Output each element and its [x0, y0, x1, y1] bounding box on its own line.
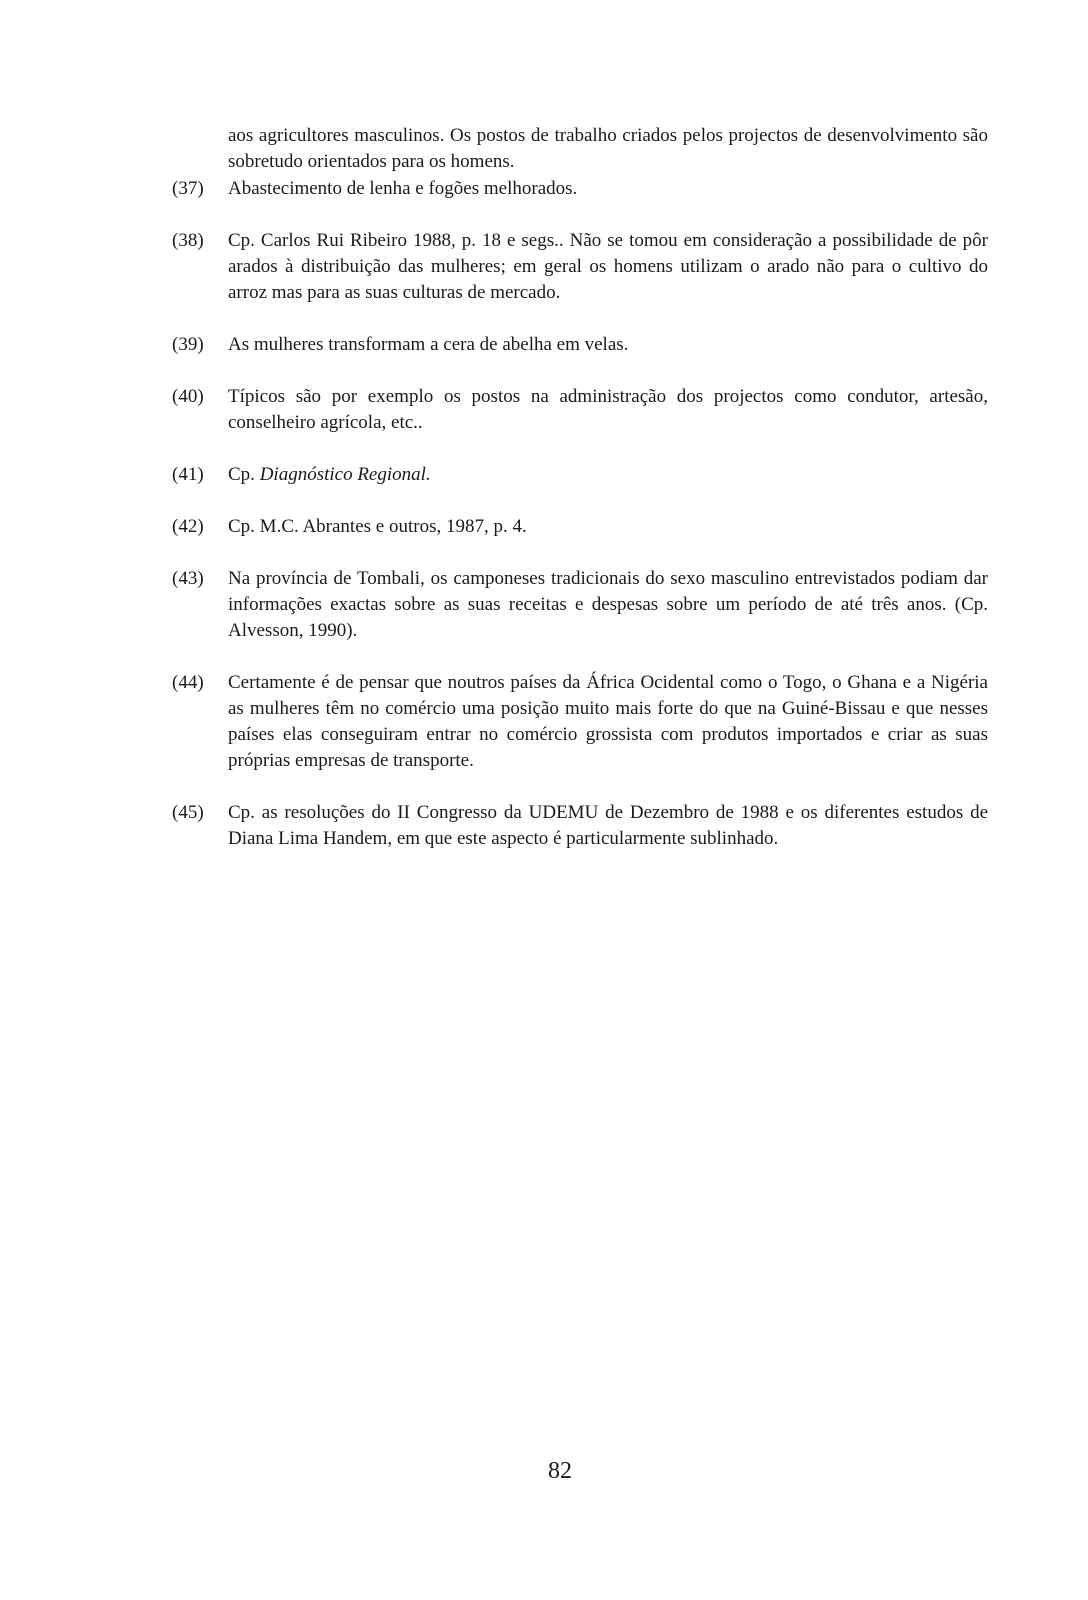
endnote-prefix: Cp. [228, 464, 260, 485]
endnote-text: Cp. Carlos Rui Ribeiro 1988, p. 18 e segs.. Não se tomou em consideração a possibilidade de pôr arados à distribuição das mulheres; em geral os homens utilizam o arado não para o cultivo do arroz mas para as suas culturas de mercado. [228, 230, 988, 303]
endnote-number: (40) [172, 386, 204, 407]
endnote-43 [172, 566, 988, 644]
endnote-text [228, 462, 988, 488]
endnote-number: (38) [172, 230, 204, 251]
endnote-text: Certamente é de pensar que noutros países da África Ocidental como o Togo, o Ghana e a Nigéria as mulheres têm no comércio uma posição muito mais forte do que na Guiné-Bissau e que nesses países elas conseguiram entrar no comércio grossista com produtos importados e criar as suas próprias empresas de transporte. [228, 672, 988, 771]
endnote-38 [172, 228, 988, 306]
endnote-45 [172, 800, 988, 852]
cited-title: Diagnóstico Regional. [259, 464, 431, 485]
endnote-number: (43) [172, 568, 204, 589]
endnote-41 [172, 462, 988, 488]
endnote-text: Abastecimento de lenha e fogões melhorados. [228, 178, 578, 199]
continued-note-text: aos agricultores masculinos. Os postos de trabalho criados pelos projectos de desenvolvimento são sobretudo orientados para os homens. [228, 125, 988, 172]
endnote-text: Na província de Tombali, os camponeses tradicionais do sexo masculino entrevistados podiam dar informações exactas sobre as suas receitas e despesas sobre um período de até três anos. (Cp. Alvesson, 1990). [228, 568, 988, 641]
endnote-39 [172, 332, 988, 358]
endnote-number: (44) [172, 672, 204, 693]
endnote-text: Cp. as resoluções do II Congresso da UDEMU de Dezembro de 1988 e os diferentes estudos de Diana Lima Handem, em que este aspecto é particularmente sublinhado. [228, 802, 988, 849]
endnote-37 [172, 176, 988, 202]
endnote-number: (42) [172, 516, 204, 537]
page-number: 82 [548, 1458, 572, 1484]
endnote-text: Cp. M.C. Abrantes e outros, 1987, p. 4. [228, 516, 527, 537]
endnote-number: (37) [172, 178, 204, 199]
endnote-text: Típicos são por exemplo os postos na administração dos projectos como condutor, artesão, conselheiro agrícola, etc.. [228, 386, 988, 433]
endnote-44 [172, 670, 988, 774]
endnote-text: As mulheres transformam a cera de abelha em velas. [228, 334, 629, 355]
endnote-number: (41) [172, 464, 204, 485]
endnote-40 [172, 384, 988, 436]
endnote-42 [172, 514, 988, 540]
endnotes-list [172, 176, 988, 878]
endnote-number: (39) [172, 334, 204, 355]
endnote-number: (45) [172, 802, 204, 823]
